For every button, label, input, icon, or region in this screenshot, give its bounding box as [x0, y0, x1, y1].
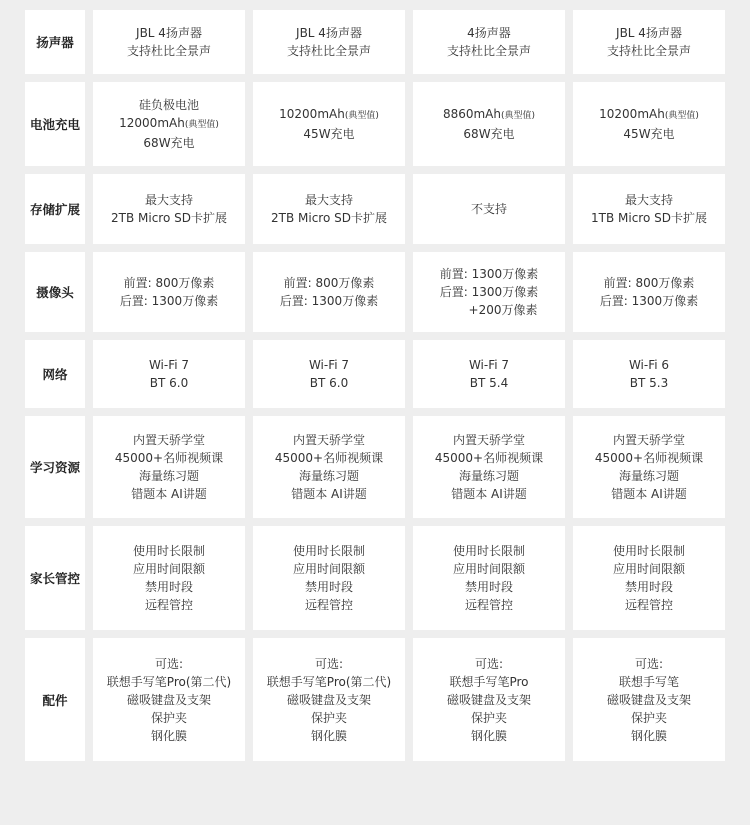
- spec-row-learning: [25, 416, 725, 518]
- cell-line: 磁吸键盘及支架: [126, 692, 211, 707]
- spec-cell: [253, 638, 405, 761]
- cell-line: 保护夹: [150, 710, 187, 725]
- spec-cell: [253, 416, 405, 518]
- spec-cell: [253, 82, 405, 166]
- row-label-accessories: 配件: [25, 638, 85, 761]
- spec-cell: [93, 638, 245, 761]
- spec-cell: [573, 340, 725, 408]
- cell-line: 禁用时段: [144, 580, 193, 594]
- cell-line: 钢化膜: [470, 728, 507, 743]
- row-label-battery: 电池充电: [25, 82, 85, 166]
- spec-cell: [93, 252, 245, 332]
- cell-line: 磁吸键盘及支架: [446, 692, 531, 707]
- spec-cell: [93, 82, 245, 166]
- cell-line: [279, 105, 379, 125]
- spec-cell: [573, 82, 725, 166]
- cell-line: 支持杜比全景声: [286, 44, 371, 58]
- cell-line: +200万像素: [468, 303, 538, 317]
- spec-cell: [93, 10, 245, 74]
- cell-line: 联想手写笔Pro(第二代): [106, 674, 232, 689]
- cell-line: 应用时间限额: [452, 562, 525, 576]
- cell-line: 远程管控: [464, 598, 513, 612]
- typical-note: (典型值): [344, 111, 379, 121]
- cell-line: Wi-Fi 7: [148, 358, 190, 372]
- cell-line: JBL 4扬声器: [296, 26, 362, 40]
- cell-line: BT 6.0: [309, 376, 349, 390]
- cell-line: BT 6.0: [149, 376, 189, 390]
- cell-line: 禁用时段: [624, 580, 673, 594]
- spec-cell: [413, 526, 565, 630]
- cell-line: 最大支持: [624, 193, 673, 207]
- cell-line: 68W充电: [143, 136, 195, 150]
- cell-line: 磁吸键盘及支架: [286, 692, 371, 707]
- spec-cell: [253, 252, 405, 332]
- spec-cell: [573, 638, 725, 761]
- spec-row-camera: [25, 252, 725, 332]
- cell-line: 海量练习题: [458, 469, 519, 483]
- cell-line: 最大支持: [304, 193, 353, 207]
- cell-line: 使用时长限制: [132, 544, 205, 558]
- cell-line: 后置: 1300万像素: [279, 294, 379, 308]
- spec-row-speaker: [25, 10, 725, 74]
- spec-cell: [253, 340, 405, 408]
- cell-line: 联想手写笔: [618, 674, 679, 689]
- cell-line: 钢化膜: [150, 728, 187, 743]
- capacity-text: 12000mAh: [119, 116, 185, 130]
- cell-line: 前置: 800万像素: [603, 276, 695, 290]
- row-label-parental: 家长管控: [25, 526, 85, 630]
- cell-line: 后置: 1300万像素: [119, 294, 219, 308]
- cell-line: [599, 105, 699, 125]
- spec-row-accessories: [25, 638, 725, 761]
- cell-line: 保护夹: [310, 710, 347, 725]
- cell-line: 45000+名师视频课: [114, 451, 224, 465]
- cell-line: 内置天骄学堂: [452, 433, 525, 447]
- row-label-learning: 学习资源: [25, 416, 85, 518]
- cell-line: 错题本 AI讲题: [611, 487, 687, 501]
- cell-line: 硅负极电池: [138, 98, 199, 112]
- cell-line: 45000+名师视频课: [274, 451, 384, 465]
- spec-cell: [413, 82, 565, 166]
- spec-cell: [413, 638, 565, 761]
- cell-line: 远程管控: [144, 598, 193, 612]
- cell-line: 可选:: [314, 656, 344, 671]
- spec-cell: [573, 416, 725, 518]
- capacity-text: 10200mAh: [599, 107, 665, 121]
- spec-cell: [573, 526, 725, 630]
- spec-cell: [413, 252, 565, 332]
- row-label-network: 网络: [25, 340, 85, 408]
- cell-line: 可选:: [634, 656, 664, 671]
- typical-note: (典型值): [184, 120, 219, 130]
- spec-row-battery: [25, 82, 725, 166]
- cell-line: 联想手写笔Pro(第二代): [266, 674, 392, 689]
- cell-line: 前置: 800万像素: [283, 276, 375, 290]
- cell-line: 错题本 AI讲题: [131, 487, 207, 501]
- capacity-text: 8860mAh: [442, 107, 501, 121]
- row-label-speaker: 扬声器: [25, 10, 85, 74]
- cell-line: 支持杜比全景声: [126, 44, 211, 58]
- cell-line: 可选:: [154, 656, 184, 671]
- cell-line: 联想手写笔Pro: [449, 674, 529, 689]
- cell-line: 远程管控: [624, 598, 673, 612]
- cell-line: 45W充电: [623, 127, 675, 141]
- cell-line: 前置: 1300万像素: [439, 267, 539, 281]
- spec-cell: [93, 526, 245, 630]
- cell-line: 最大支持: [144, 193, 193, 207]
- cell-line: 禁用时段: [304, 580, 353, 594]
- cell-line: 远程管控: [304, 598, 353, 612]
- row-label-camera: 摄像头: [25, 252, 85, 332]
- spec-cell: [413, 416, 565, 518]
- spec-cell: [413, 174, 565, 244]
- cell-line: 内置天骄学堂: [132, 433, 205, 447]
- cell-line: 保护夹: [470, 710, 507, 725]
- capacity-text: 10200mAh: [279, 107, 345, 121]
- cell-line: 45W充电: [303, 127, 355, 141]
- cell-line: 支持杜比全景声: [446, 44, 531, 58]
- cell-line: 海量练习题: [138, 469, 199, 483]
- cell-line: 内置天骄学堂: [292, 433, 365, 447]
- spec-cell: [573, 252, 725, 332]
- cell-line: 后置: 1300万像素: [439, 285, 539, 299]
- spec-cell: [253, 526, 405, 630]
- spec-row-network: [25, 340, 725, 408]
- cell-line: JBL 4扬声器: [136, 26, 202, 40]
- cell-line: [119, 114, 219, 134]
- cell-line: 禁用时段: [464, 580, 513, 594]
- cell-line: 磁吸键盘及支架: [606, 692, 691, 707]
- cell-line: 支持杜比全景声: [606, 44, 691, 58]
- cell-line: 保护夹: [630, 710, 667, 725]
- cell-line: 应用时间限额: [612, 562, 685, 576]
- spec-cell: [253, 10, 405, 74]
- cell-line: 1TB Micro SD卡扩展: [591, 211, 707, 225]
- spec-cell: [93, 174, 245, 244]
- spec-cell: [93, 416, 245, 518]
- cell-line: 应用时间限额: [132, 562, 205, 576]
- cell-line: 后置: 1300万像素: [599, 294, 699, 308]
- row-label-storage: 存储扩展: [25, 174, 85, 244]
- cell-line: 2TB Micro SD卡扩展: [271, 211, 387, 225]
- cell-line: 前置: 800万像素: [123, 276, 215, 290]
- cell-line: 错题本 AI讲题: [451, 487, 527, 501]
- cell-line: 4扬声器: [467, 26, 511, 40]
- cell-line: 使用时长限制: [452, 544, 525, 558]
- cell-line: 不支持: [470, 202, 507, 216]
- spec-cell: [413, 340, 565, 408]
- cell-line: 钢化膜: [310, 728, 347, 743]
- typical-note: (典型值): [501, 111, 536, 121]
- spec-cell: [93, 340, 245, 408]
- spec-cell: [573, 10, 725, 74]
- spec-comparison-table: [25, 10, 725, 769]
- cell-line: 2TB Micro SD卡扩展: [111, 211, 227, 225]
- cell-line: [443, 105, 535, 125]
- cell-line: BT 5.3: [629, 376, 669, 390]
- spec-cell: [573, 174, 725, 244]
- cell-line: 45000+名师视频课: [594, 451, 704, 465]
- cell-line: 钢化膜: [630, 728, 667, 743]
- spec-cell: [253, 174, 405, 244]
- cell-line: 可选:: [474, 656, 504, 671]
- cell-line: 68W充电: [463, 127, 515, 141]
- cell-line: 内置天骄学堂: [612, 433, 685, 447]
- cell-line: Wi-Fi 7: [468, 358, 510, 372]
- cell-line: 使用时长限制: [612, 544, 685, 558]
- spec-row-parental: [25, 526, 725, 630]
- cell-line: 45000+名师视频课: [434, 451, 544, 465]
- spec-row-storage: [25, 174, 725, 244]
- cell-line: 应用时间限额: [292, 562, 365, 576]
- cell-line: JBL 4扬声器: [616, 26, 682, 40]
- cell-line: 使用时长限制: [292, 544, 365, 558]
- cell-line: 海量练习题: [298, 469, 359, 483]
- cell-line: 海量练习题: [618, 469, 679, 483]
- spec-cell: [413, 10, 565, 74]
- cell-line: Wi-Fi 6: [628, 358, 670, 372]
- typical-note: (典型值): [664, 111, 699, 121]
- cell-line: 错题本 AI讲题: [291, 487, 367, 501]
- cell-line: BT 5.4: [469, 376, 509, 390]
- cell-line: Wi-Fi 7: [308, 358, 350, 372]
